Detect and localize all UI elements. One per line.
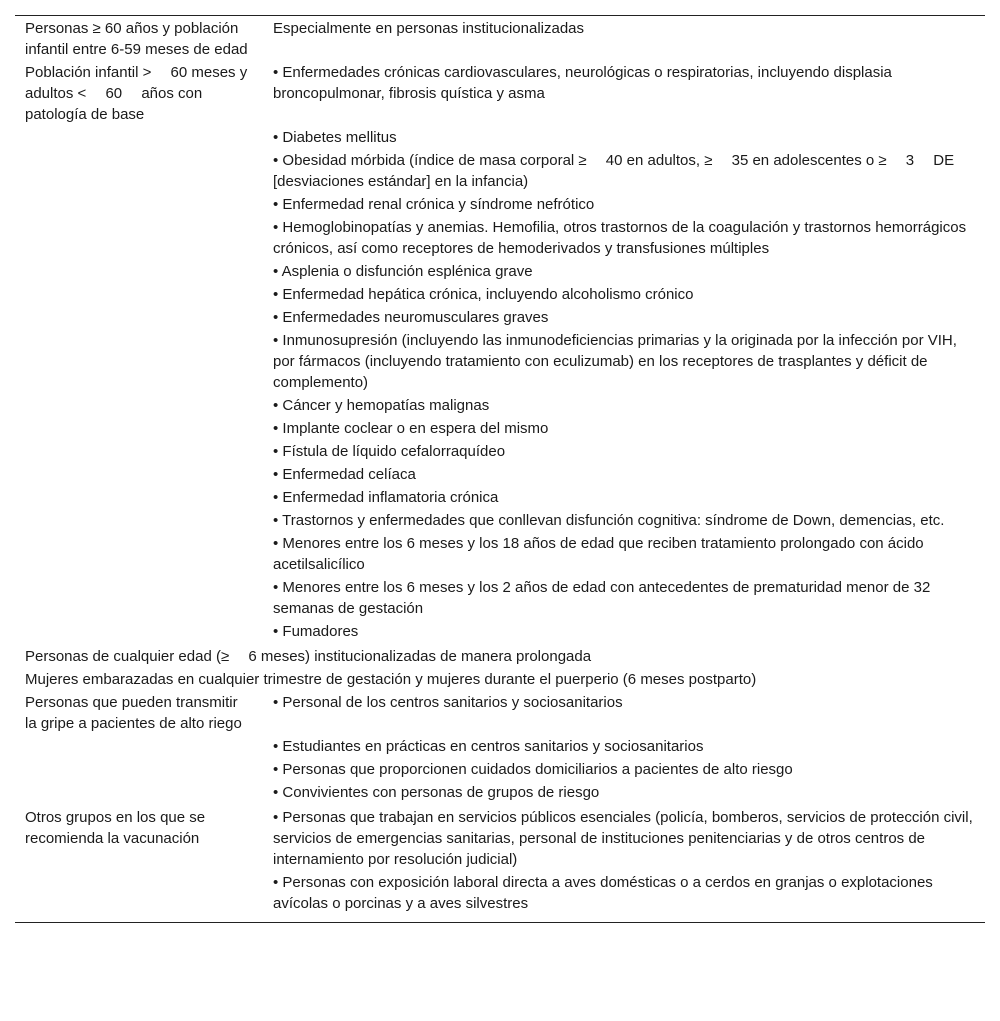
list-item: • Implante coclear o en espera del mismo bbox=[273, 420, 549, 437]
detail-cell bbox=[263, 690, 985, 734]
vaccination-groups-table bbox=[15, 15, 985, 923]
list-item: Especialmente en personas institucionalizadas bbox=[273, 20, 585, 37]
list-item: • Enfermedad hepática crónica, incluyendo alcoholismo crónico bbox=[273, 286, 694, 303]
list-item: • Diabetes mellitus bbox=[273, 129, 397, 146]
list-item: • Trastornos y enfermedades que conllevan disfunción cognitiva: síndrome de Down, demencias, etc. bbox=[273, 512, 945, 529]
full-width-cell: Mujeres embarazadas en cualquier trimestre de gestación y mujeres durante el puerperio (6 meses postparto) bbox=[25, 671, 757, 688]
list-item: • Menores entre los 6 meses y los 2 años de edad con antecedentes de prematuridad menor de 32 semanas de gestación bbox=[273, 579, 931, 617]
detail-cell bbox=[263, 60, 985, 125]
table-row bbox=[15, 734, 985, 805]
detail-cell bbox=[263, 805, 985, 922]
table-row bbox=[15, 667, 985, 690]
list-item: • Convivientes con personas de grupos de riesgo bbox=[273, 784, 600, 801]
list-item: • Menores entre los 6 meses y los 18 años de edad que reciben tratamiento prolongado con ácido acetilsalicílico bbox=[273, 535, 924, 573]
table bbox=[15, 16, 985, 922]
table-row bbox=[15, 644, 985, 667]
list-item: • Inmunosupresión (incluyendo las inmunodeficiencias primarias y la originada por la infección por VIH, por fármacos (incluyendo tratamiento con eculizumab) en los receptores de trasplantes y déficit de complemento) bbox=[273, 332, 957, 391]
list-item: • Enfermedades neuromusculares graves bbox=[273, 309, 549, 326]
list-item: • Estudiantes en prácticas en centros sanitarios y sociosanitarios bbox=[273, 738, 704, 755]
full-width-cell: Personas de cualquier edad (≥ 6 meses) institucionalizadas de manera prolongada bbox=[25, 648, 592, 665]
list-item: • Personas que trabajan en servicios públicos esenciales (policía, bomberos, servicios de protección civil, servicios de emergencias sanitarias, personal de instituciones penitenciarias y de otros centros de internamiento por resolución judicial) bbox=[273, 809, 973, 868]
list-item: • Enfermedades crónicas cardiovasculares, neurológicas o respiratorias, incluyendo displasia broncopulmonar, fibrosis quística y asma bbox=[273, 64, 892, 102]
list-item: • Obesidad mórbida (índice de masa corporal ≥ 40 en adultos, ≥ 35 en adolescentes o ≥ 3 DE [desviaciones estándar] en la infancia) bbox=[273, 152, 955, 190]
detail-cell bbox=[263, 125, 985, 644]
group-cell: Población infantil > 60 meses y adultos < 60 años con patología de base bbox=[25, 64, 248, 123]
group-cell: Otros grupos en los que se recomienda la vacunación bbox=[25, 809, 206, 847]
list-item: • Personal de los centros sanitarios y sociosanitarios bbox=[273, 694, 623, 711]
table-row bbox=[15, 125, 985, 644]
list-item: • Personas con exposición laboral directa a aves domésticas o a cerdos en granjas o explotaciones avícolas o porcinas y a aves silvestres bbox=[273, 874, 933, 912]
group-cell: Personas que pueden transmitir la gripe a pacientes de alto riego bbox=[25, 694, 242, 732]
list-item: • Enfermedad celíaca bbox=[273, 466, 416, 483]
table-row bbox=[15, 16, 985, 60]
table-row bbox=[15, 690, 985, 734]
group-cell: Personas ≥ 60 años y población infantil entre 6-59 meses de edad bbox=[25, 20, 248, 58]
list-item: • Cáncer y hemopatías malignas bbox=[273, 397, 490, 414]
detail-cell bbox=[263, 16, 985, 60]
list-item: • Hemoglobinopatías y anemias. Hemofilia, otros trastornos de la coagulación y trastornos hemorrágicos crónicos, así como receptores de hemoderivados y transfusiones múltiples bbox=[273, 219, 967, 257]
list-item: • Fístula de líquido cefalorraquídeo bbox=[273, 443, 506, 460]
list-item: • Personas que proporcionen cuidados domiciliarios a pacientes de alto riesgo bbox=[273, 761, 793, 778]
table-row bbox=[15, 805, 985, 922]
list-item: • Asplenia o disfunción esplénica grave bbox=[273, 263, 533, 280]
table-row bbox=[15, 60, 985, 125]
list-item: • Enfermedad inflamatoria crónica bbox=[273, 489, 499, 506]
list-item: • Fumadores bbox=[273, 623, 359, 640]
list-item: • Enfermedad renal crónica y síndrome nefrótico bbox=[273, 196, 595, 213]
detail-cell bbox=[263, 734, 985, 805]
